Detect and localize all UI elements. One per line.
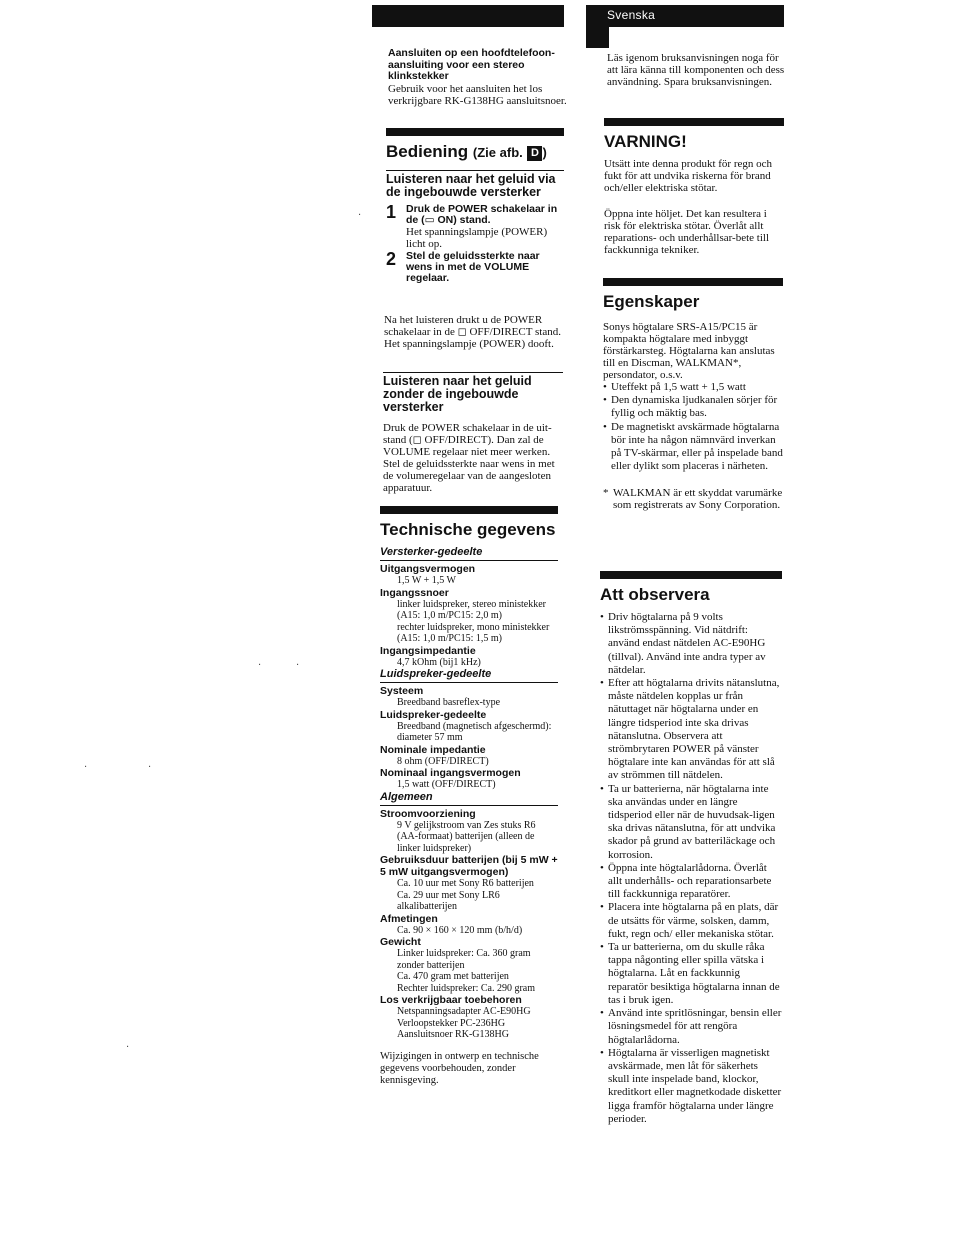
spec-value: Ca. 10 uur met Sony R6 batterijen bbox=[397, 878, 534, 889]
language-label: Svenska bbox=[607, 8, 656, 22]
margin-mark: · bbox=[84, 762, 88, 773]
bediening-title-text: Bediening bbox=[386, 142, 469, 161]
list-item: • Använd inte spritlösningar, bensin eller lösningsmedel för att rengöra högtalarlådorna. bbox=[600, 1007, 782, 1047]
features-title: Egenskaper bbox=[603, 292, 700, 311]
top-bar-tab bbox=[586, 26, 609, 48]
step-1-note: Het spanningslampje (POWER) licht op. bbox=[406, 226, 548, 250]
warning-section bbox=[604, 118, 784, 256]
figure-letter-icon: D bbox=[527, 146, 542, 161]
bediening-title bbox=[386, 142, 564, 163]
spec-value: Rechter luidspreker: Ca. 290 gram bbox=[397, 982, 536, 994]
spec-value: Netspanningsadapter AC-E90HG bbox=[397, 1006, 531, 1017]
step-1 bbox=[386, 204, 564, 250]
step-2 bbox=[386, 251, 564, 284]
no-amp-section bbox=[383, 372, 563, 494]
margin-mark: · bbox=[258, 660, 262, 671]
list-item: • Ta ur batterierna, om du skulle råka tappa någonting eller spilla vätska i högtalarna. Låt en fackkunnig reparatör besiktiga högtalarna innan de tas i bruk igen. bbox=[600, 941, 782, 1007]
spec-value: 1,5 W + 1,5 W bbox=[397, 575, 456, 586]
features-list bbox=[603, 381, 783, 473]
spec-label: Nominaal ingangsvermogen bbox=[380, 767, 521, 779]
spec-value: rechter luidspreker, mono ministekker bbox=[397, 621, 550, 633]
section-bar bbox=[604, 118, 784, 126]
builtin-amp-section bbox=[386, 170, 564, 284]
list-item: • Placera inte högtalarna på en plats, där de utsätts för värme, solsken, damm, fukt, regn och/ eller mekaniska stötar. bbox=[600, 901, 782, 941]
no-amp-heading: Luisteren naar het geluid zonder de ingebouwde versterker bbox=[383, 372, 563, 414]
spec-label: Luidspreker-gedeelte bbox=[380, 708, 487, 721]
spec-label: Ingangsimpedantie bbox=[380, 644, 476, 657]
step-1-number: 1 bbox=[386, 202, 397, 222]
headphone-section bbox=[388, 48, 568, 107]
list-item: • Uteffekt på 1,5 watt + 1,5 watt bbox=[603, 381, 783, 394]
builtin-amp-heading: Luisteren naar het geluid via de ingebouwde versterker bbox=[386, 170, 564, 199]
section-bar bbox=[600, 571, 782, 579]
swedish-intro: Läs igenom bruksanvisningen noga för att lära känna till komponenten och dess användning. Spara bruksanvisningen. bbox=[607, 52, 785, 88]
features-footnote bbox=[603, 487, 783, 511]
spec-value: 8 ohm (OFF/DIRECT) bbox=[397, 755, 489, 767]
spec-value: Verloopstekker PC-236HG bbox=[397, 1017, 506, 1029]
spec-value: linker luidspreker, stereo ministekker bbox=[397, 598, 546, 610]
list-item: • Driv högtalarna på 9 volts likströmsspänning. Vid nätdrift: använd endast nätdelen AC-E90HG (tillval). Använd inte andra typer av nätdelar. bbox=[600, 611, 782, 677]
margin-mark: · bbox=[148, 762, 152, 773]
spec-group-heading: Versterker-gedeelte bbox=[380, 546, 558, 561]
spec-value: Linker luidspreker: Ca. 360 gram zonder batterijen bbox=[397, 948, 531, 971]
spec-value: Ca. 29 uur met Sony LR6 alkalibatterijen bbox=[397, 889, 500, 912]
spec-value: 9 V gelijkstroom van Zes stuks R6 (AA-formaat) batterijen (alleen de linker luidspreker) bbox=[397, 819, 536, 854]
spec-value: Breedband (magnetisch afgeschermd): diameter 57 mm bbox=[397, 720, 552, 743]
notes-section bbox=[600, 571, 782, 1126]
list-item: • Ta ur batterierna, när högtalarna inte ska användas under en längre tidsperiod eller när de huvudsak-ligen ska drivas nätanslutna, för att undvika skador på grund av batteriläckage och korrosion. bbox=[600, 783, 782, 862]
footnote-mark: * bbox=[603, 487, 609, 500]
spec-label: Systeem bbox=[380, 685, 424, 697]
headphone-text: Gebruik voor het aansluiten het los verkrijgbare RK-G138HG aansluitsnoer. bbox=[388, 82, 567, 107]
list-item: • Efter att högtalarna drivits nätanslutna, måste nätdelen kopplas ur från nätuttaget när högtalarna under en längre tidsperiod inte ska drivas nätanslutna. Observera att strömbrytaren POWER på vänster högtalare inte kan användas för att slå av strömmen till nätdelen. bbox=[600, 677, 782, 783]
specs-footer: Wijzigingen in ontwerp en technische gegevens voorbehouden, zonder kennisgeving. bbox=[380, 1050, 539, 1086]
notes-title: Att observera bbox=[600, 585, 710, 604]
bediening-title-close: ) bbox=[542, 145, 547, 160]
specs-section bbox=[380, 506, 558, 1087]
footnote-text: WALKMAN är ett skyddat varumärke som registrerats av Sony Corporation. bbox=[613, 487, 783, 512]
warning-text-1: Utsätt inte denna produkt för regn och fukt för att undvika riskerna för brand och/eller elektriska stötar. bbox=[604, 158, 773, 194]
step-2-text: Stel de geluidssterkte naar wens in met de VOLUME regelaar. bbox=[406, 250, 540, 284]
section-bar bbox=[380, 506, 558, 514]
list-item: • De magnetiskt avskärmade högtalarna bör inte ha någon nämnvärd inverkan på TV-skärmar, eller på inspelade band eller dylikt som placeras i närheten. bbox=[603, 421, 783, 474]
after-listening-text: Na het luisteren drukt u de POWER schakelaar in de ◻ OFF/DIRECT stand. Het spanningslampje (POWER) dooft. bbox=[384, 314, 561, 350]
section-bar bbox=[386, 128, 564, 136]
margin-mark: · bbox=[296, 660, 300, 671]
headphone-heading: Aansluiten op een hoofdtelefoon-aansluiting voor een stereo klinkstekker bbox=[388, 47, 555, 82]
specs-title: Technische gegevens bbox=[380, 520, 556, 539]
spec-label: Ingangssnoer bbox=[380, 586, 449, 599]
spec-label: Gebruiksduur batterijen (bij 5 mW + 5 mW uitgangsvermogen) bbox=[380, 854, 558, 878]
list-item: • Högtalarna är visserligen magnetiskt avskärmade, men låt för säkerhets skull inte inspelade band, klockor, kreditkort eller magnetkodade disketter ligga framför högtalarna under längre perioder. bbox=[600, 1047, 782, 1126]
margin-mark: · bbox=[358, 210, 362, 221]
bediening-section bbox=[386, 128, 564, 163]
list-item: • Den dynamiska ljudkanalen sörjer för fyllig och mäktig bas. bbox=[603, 394, 783, 420]
spec-value: Ca. 90 × 160 × 120 mm (b/h/d) bbox=[397, 924, 523, 936]
spec-label: Nominale impedantie bbox=[380, 743, 486, 756]
specs-list bbox=[380, 546, 558, 1041]
warning-text-2: Öppna inte höljet. Det kan resultera i risk för elektriska stötar. Överlåt allt reparations- och underhållsar-bete till fackkunniga tekniker. bbox=[604, 208, 770, 256]
section-bar bbox=[603, 278, 783, 286]
spec-label: Stroomvoorziening bbox=[380, 807, 476, 820]
spec-label: Los verkrijgbaar toebehoren bbox=[380, 994, 522, 1006]
spec-value: 4,7 kOhm (bij1 kHz) bbox=[397, 656, 481, 668]
no-amp-text: Druk de POWER schakelaar in de uit-stand (◻ OFF/DIRECT). Dan zal de VOLUME regelaar niet meer werken. Stel de geluidssterkte naar wens in met de volumeregelaar van de aangesloten apparatuur. bbox=[383, 422, 555, 494]
features-section bbox=[603, 278, 783, 511]
spec-value: (A15: 1,0 m/PC15: 1,5 m) bbox=[397, 633, 503, 644]
warning-title: VARNING! bbox=[604, 132, 687, 151]
notes-list bbox=[600, 611, 782, 1126]
spec-group-heading: Luidspreker-gedeelte bbox=[380, 668, 558, 683]
features-intro: Sonys högtalare SRS-A15/PC15 är kompakta högtalare med inbyggt förstärkarsteg. Högtalarna kan anslutas till en Discman, WALKMAN*, persondator, o.s.v. bbox=[603, 321, 775, 381]
bediening-figure-ref: (Zie afb. bbox=[472, 145, 523, 160]
spec-value: (A15: 1,0 m/PC15: 2,0 m) bbox=[397, 610, 503, 621]
spec-value: Ca. 470 gram met batterijen bbox=[397, 971, 509, 982]
top-bar-left bbox=[372, 5, 564, 27]
spec-label: Afmetingen bbox=[380, 912, 438, 925]
spec-value: Breedband basreflex-type bbox=[397, 697, 501, 708]
spec-label: Uitgangsvermogen bbox=[380, 563, 476, 575]
spec-value: 1,5 watt (OFF/DIRECT) bbox=[397, 779, 496, 790]
list-item: • Öppna inte högtalarlådorna. Överlåt allt underhålls- och reparationsarbete till fackkunniga reparatörer. bbox=[600, 862, 782, 902]
margin-mark: · bbox=[126, 1042, 130, 1053]
spec-label: Gewicht bbox=[380, 936, 421, 948]
step-2-number: 2 bbox=[386, 249, 397, 269]
spec-value: Aansluitsnoer RK-G138HG bbox=[397, 1029, 509, 1040]
step-1-text: Druk de POWER schakelaar in de (▭ ON) stand. bbox=[406, 203, 558, 226]
spec-group-heading: Algemeen bbox=[380, 791, 558, 806]
